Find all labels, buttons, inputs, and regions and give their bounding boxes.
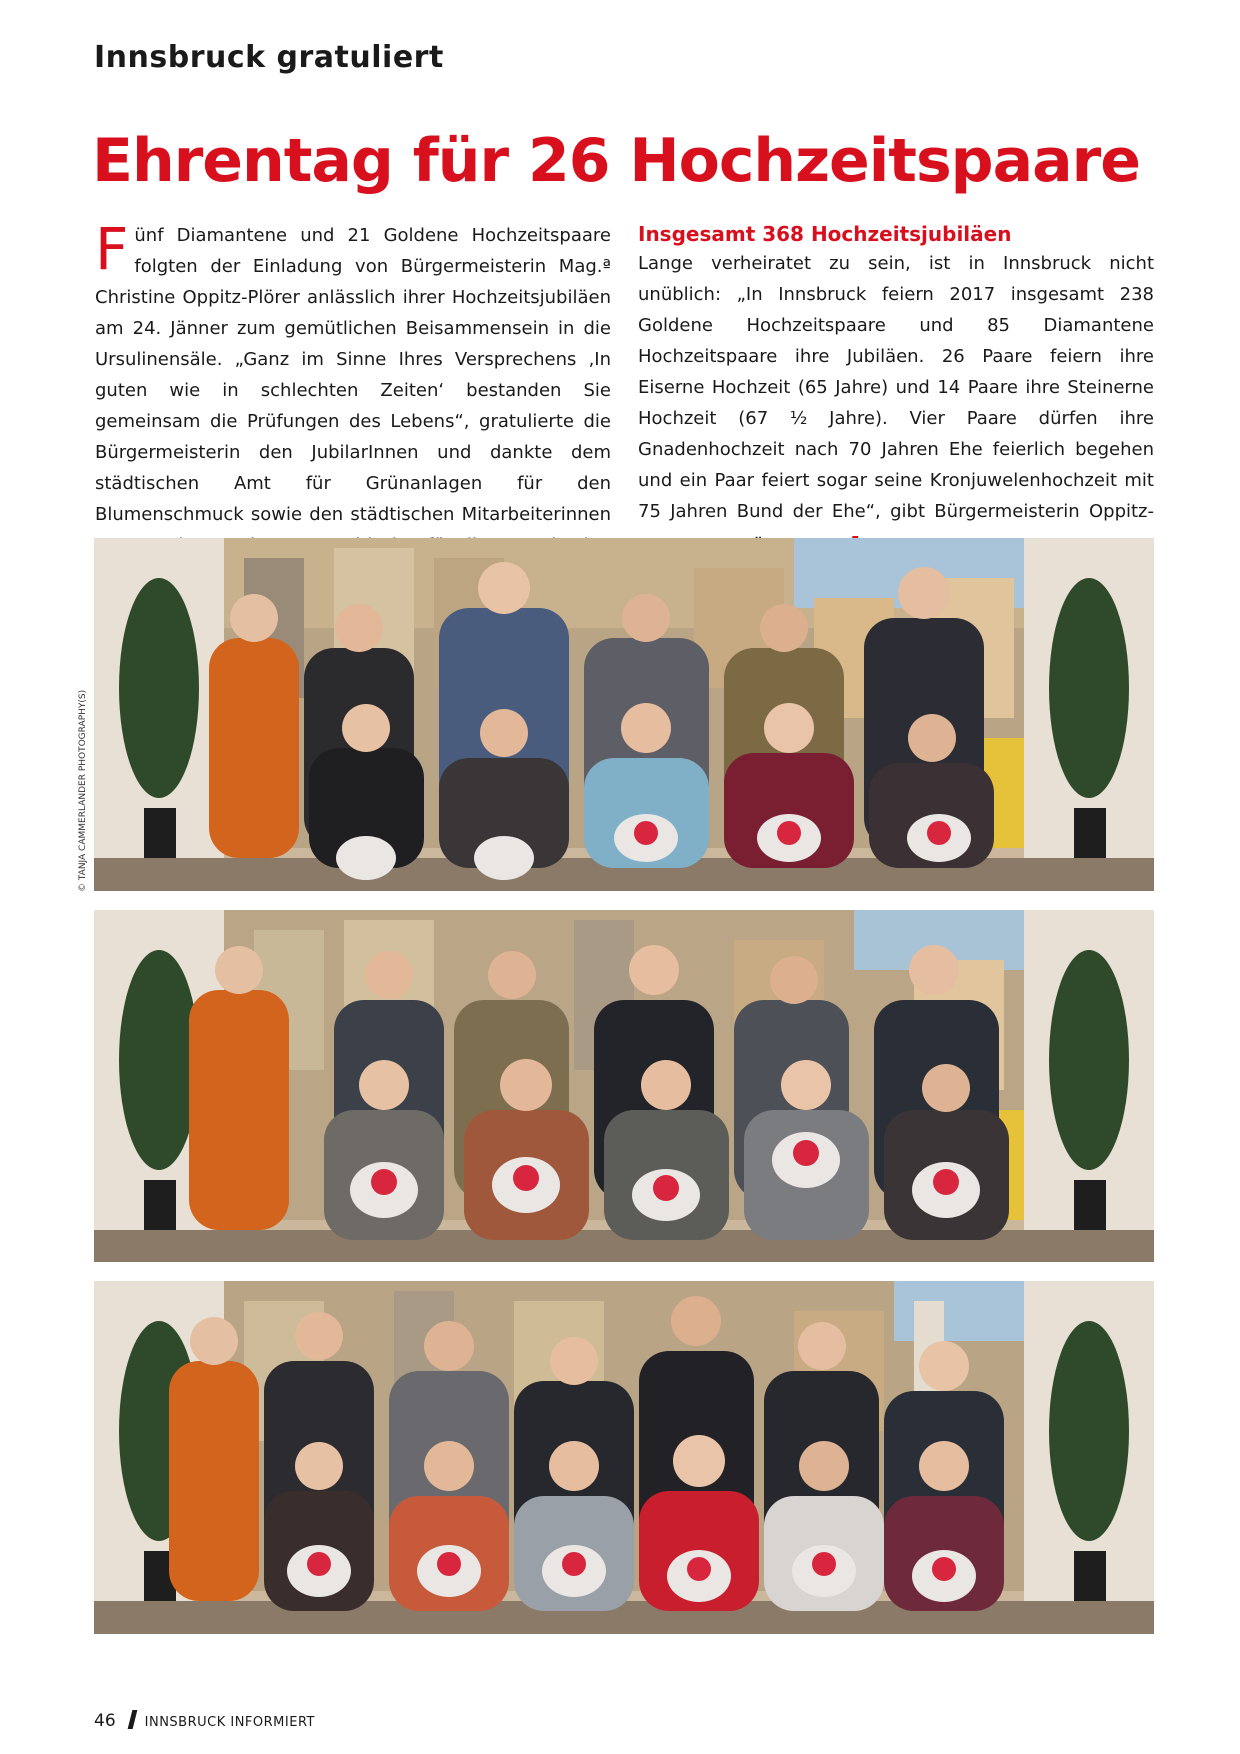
group-photo-3 [94, 1281, 1154, 1634]
photo-credit: © TANJA CAMMERLANDER PHOTOGRAPHY(S) [78, 689, 88, 892]
article-body-text: Lange verheiratet zu sein, ist in Innsbruck nicht unüblich: „In Innsbruck feiern 2017 insgesamt 238 Goldene Hochzeitspaare und 85 Diamantene Hochzeitspaare ihre Jubiläen. 26 Paare feiern ihre Eiserne Hochzeit (65 Jahre) und 14 Paare ihre Steinerne Hochzeit (67 ½ Jahre). Vier Paare dürfen ihre Gnadenhochzeit nach 70 Jahren Ehe feierlich begehen und ein Paar feiert sogar seine Kronjuwelenhochzeit mit 75 Jahren Bund der Ehe“, gibt Bürgermeisterin Oppitz- [638, 253, 1154, 522]
drop-cap: F [95, 215, 129, 283]
article-body-column [638, 220, 1154, 563]
group-photo-2 [94, 910, 1154, 1262]
page-number: 46 [94, 1711, 116, 1731]
article-subheading: Insgesamt 368 Hochzeitsjubiläen [638, 222, 1012, 246]
article-intro-text: ünf Diamantene und 21 Goldene Hochzeitspaare folgten der Einladung von Bürgermeisterin Mag.ª Christine Oppitz-Plörer anlässlich ihrer Hochzeitsjubiläen am 24. Jänner zum gemütlichen Beisammensein in die Ursulinensäle. „Ganz im Sinne Ihres Versprechens ‚In guten wie in schlechten Zeiten‘ bestanden Sie gemeinsam die Prüfungen des Lebens“, gratulierte die Bürgermeisterin den JubilarInnen und dankte dem städtischen Amt für Grünanlagen für den Blumenschmuck sowie den städtischen Mitarbeiterinnen [95, 225, 611, 525]
page-title: Ehrentag für 26 Hochzeitspaare [92, 126, 1140, 196]
section-label: Innsbruck gratuliert [94, 40, 444, 75]
footer-divider [127, 1710, 137, 1729]
article-intro-column [95, 215, 611, 592]
group-photo-1 [94, 538, 1154, 891]
publication-name: INNSBRUCK INFORMIERT [144, 1715, 315, 1730]
page-footer [94, 1710, 315, 1731]
